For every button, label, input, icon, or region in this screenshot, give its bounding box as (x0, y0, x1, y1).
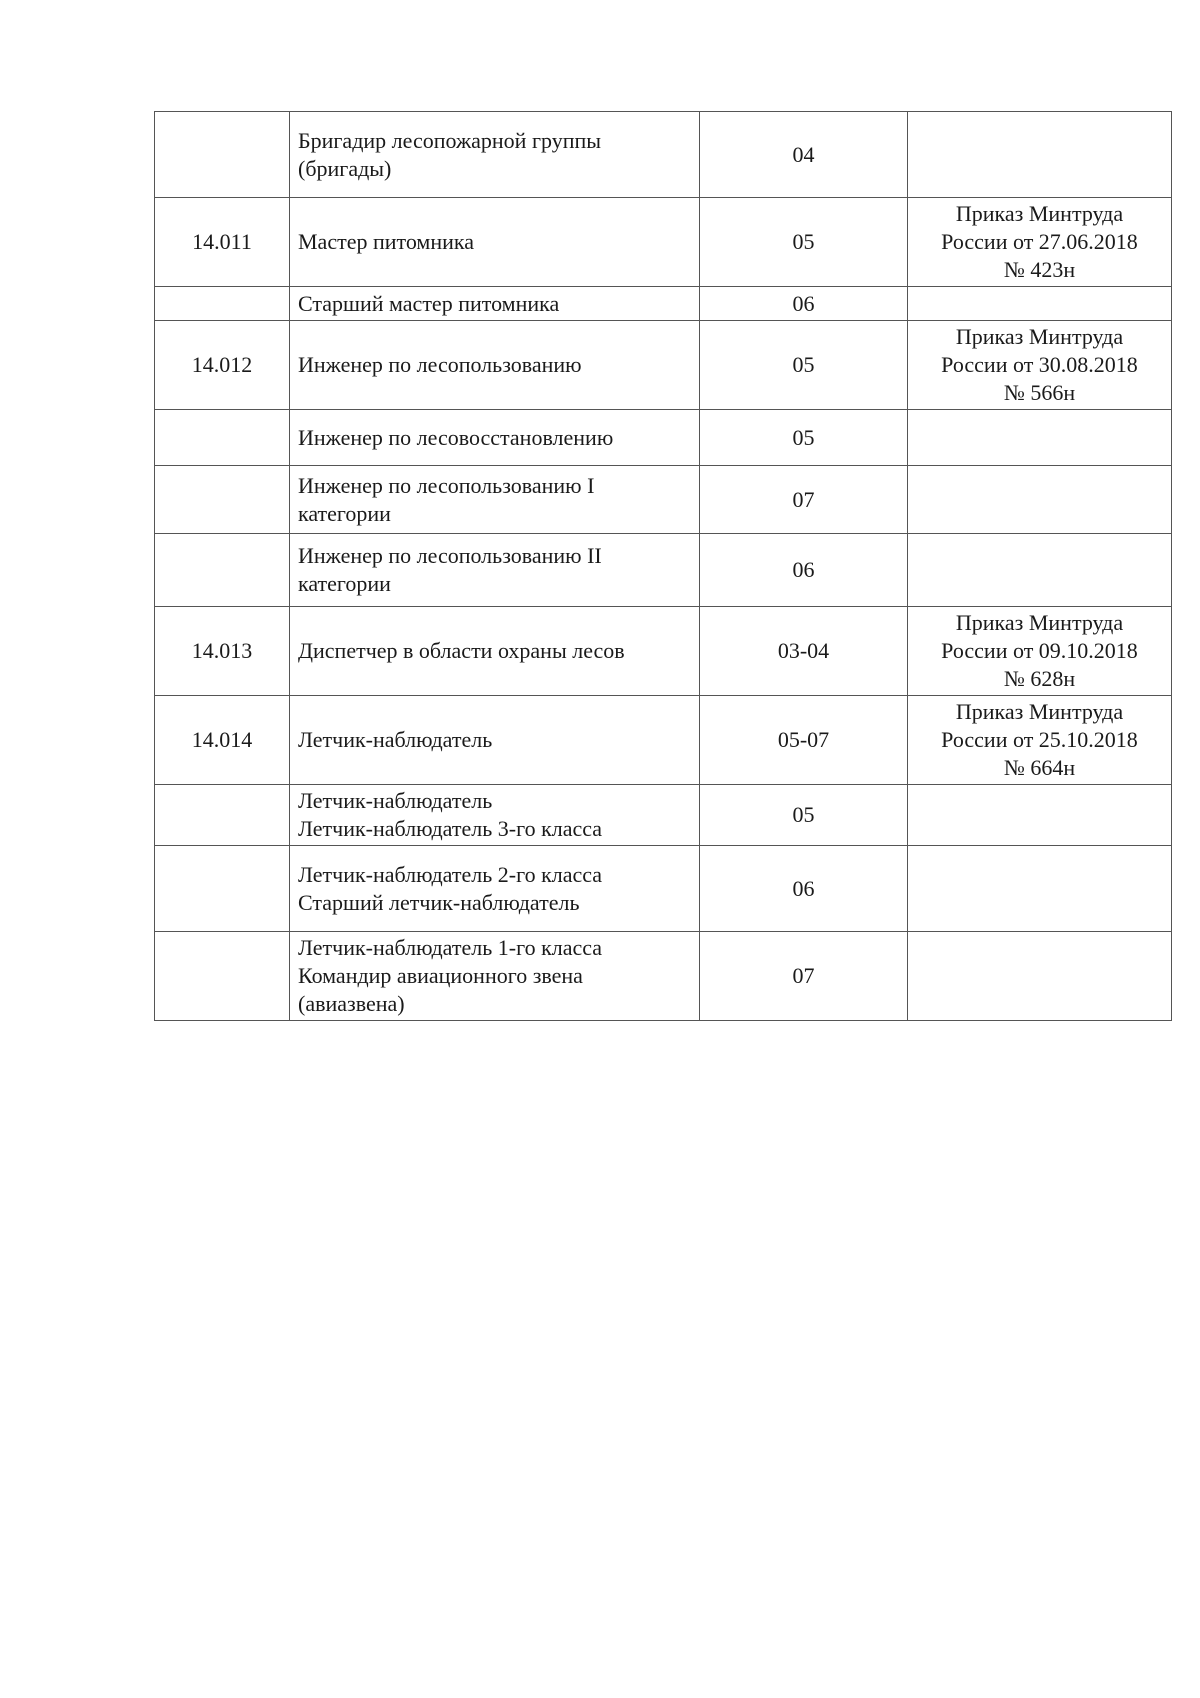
qualification-table (154, 111, 1172, 1021)
table-row (155, 607, 1172, 696)
qualification-level-cell: 07 (700, 466, 908, 534)
table-body (155, 112, 1172, 1021)
order-reference-cell: Приказ Минтруда России от 27.06.2018 № 423н (908, 198, 1172, 287)
standard-code-cell: 14.014 (155, 696, 290, 785)
order-reference-cell (908, 932, 1172, 1021)
standard-code-cell (155, 846, 290, 932)
qualification-level-cell: 04 (700, 112, 908, 198)
table-row (155, 410, 1172, 466)
qualification-level-cell: 06 (700, 287, 908, 321)
table-row (155, 287, 1172, 321)
table-row (155, 321, 1172, 410)
standard-code-cell (155, 785, 290, 846)
qualification-level-cell: 05-07 (700, 696, 908, 785)
order-reference-cell (908, 410, 1172, 466)
qualification-level-cell: 05 (700, 198, 908, 287)
order-reference-cell: Приказ Минтруда России от 09.10.2018 № 628н (908, 607, 1172, 696)
position-name-cell: Диспетчер в области охраны лесов (290, 607, 700, 696)
position-name-cell: Летчик-наблюдатель (290, 696, 700, 785)
position-name-cell: Летчик-наблюдатель 1-го класса Командир авиационного звена (авиазвена) (290, 932, 700, 1021)
table-row (155, 198, 1172, 287)
table-row (155, 846, 1172, 932)
standard-code-cell: 14.013 (155, 607, 290, 696)
table-row (155, 696, 1172, 785)
order-reference-cell (908, 846, 1172, 932)
order-reference-cell (908, 287, 1172, 321)
position-name-cell: Мастер питомника (290, 198, 700, 287)
qualification-level-cell: 05 (700, 410, 908, 466)
position-name-cell: Летчик-наблюдатель Летчик-наблюдатель 3-го класса (290, 785, 700, 846)
table-row (155, 534, 1172, 607)
table-row (155, 112, 1172, 198)
standard-code-cell (155, 534, 290, 607)
order-reference-cell: Приказ Минтруда России от 25.10.2018 № 664н (908, 696, 1172, 785)
standard-code-cell (155, 466, 290, 534)
table-row (155, 466, 1172, 534)
order-reference-cell (908, 534, 1172, 607)
qualification-level-cell: 03-04 (700, 607, 908, 696)
position-name-cell: Инженер по лесопользованию II категории (290, 534, 700, 607)
standard-code-cell (155, 932, 290, 1021)
qualification-level-cell: 07 (700, 932, 908, 1021)
position-name-cell: Старший мастер питомника (290, 287, 700, 321)
standard-code-cell (155, 287, 290, 321)
qualification-level-cell: 06 (700, 846, 908, 932)
order-reference-cell (908, 785, 1172, 846)
position-name-cell: Инженер по лесопользованию I категории (290, 466, 700, 534)
table-row (155, 785, 1172, 846)
position-name-cell: Летчик-наблюдатель 2-го класса Старший летчик-наблюдатель (290, 846, 700, 932)
position-name-cell: Бригадир лесопожарной группы (бригады) (290, 112, 700, 198)
order-reference-cell: Приказ Минтруда России от 30.08.2018 № 566н (908, 321, 1172, 410)
order-reference-cell (908, 112, 1172, 198)
qualification-level-cell: 06 (700, 534, 908, 607)
standard-code-cell: 14.011 (155, 198, 290, 287)
standard-code-cell: 14.012 (155, 321, 290, 410)
qualification-level-cell: 05 (700, 321, 908, 410)
position-name-cell: Инженер по лесопользованию (290, 321, 700, 410)
table-row (155, 932, 1172, 1021)
order-reference-cell (908, 466, 1172, 534)
standard-code-cell (155, 112, 290, 198)
qualification-level-cell: 05 (700, 785, 908, 846)
standard-code-cell (155, 410, 290, 466)
position-name-cell: Инженер по лесовосстановлению (290, 410, 700, 466)
